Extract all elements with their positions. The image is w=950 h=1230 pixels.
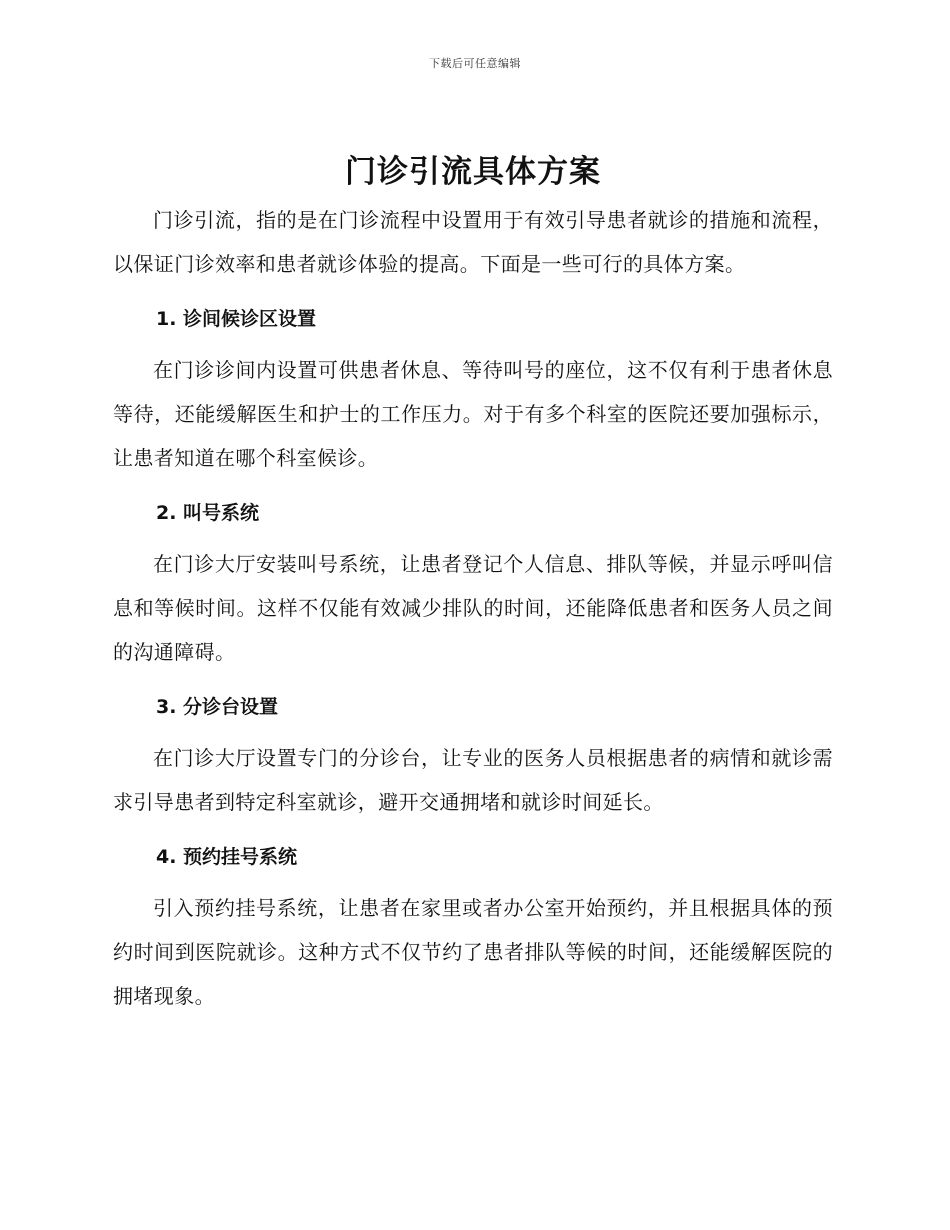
section-heading-4: 4. 预约挂号系统 [156, 846, 298, 868]
document-body [113, 150, 833, 1018]
section-body-3: 在门诊大厅设置专门的分诊台，让专业的医务人员根据患者的病情和就诊需求引导患者到特定科室就诊，避开交通拥堵和就诊时间延长。 [113, 746, 833, 814]
section-heading-3: 3. 分诊台设置 [156, 696, 279, 718]
section-heading-2: 2. 叫号系统 [156, 502, 260, 524]
document-title: 门诊引流具体方案 [345, 154, 601, 190]
header-note: 下载后可任意编辑 [429, 57, 521, 70]
section-body-4: 引入预约挂号系统，让患者在家里或者办公室开始预约，并且根据具体的预约时间到医院就诊。这种方式不仅节约了患者排队等候的时间，还能缓解医院的拥堵现象。 [113, 896, 833, 1008]
section-body-1: 在门诊诊间内设置可供患者休息、等待叫号的座位，这不仅有利于患者休息等待，还能缓解医生和护士的工作压力。对于有多个科室的医院还要加强标示，让患者知道在哪个科室候诊。 [113, 358, 833, 470]
section-heading-1: 1. 诊间候诊区设置 [156, 308, 317, 330]
section-body-2: 在门诊大厅安装叫号系统，让患者登记个人信息、排队等候，并显示呼叫信息和等候时间。这样不仅能有效减少排队的时间，还能降低患者和医务人员之间的沟通障碍。 [113, 552, 833, 664]
intro-paragraph: 门诊引流，指的是在门诊流程中设置用于有效引导患者就诊的措施和流程，以保证门诊效率和患者就诊体验的提高。下面是一些可行的具体方案。 [113, 208, 833, 276]
